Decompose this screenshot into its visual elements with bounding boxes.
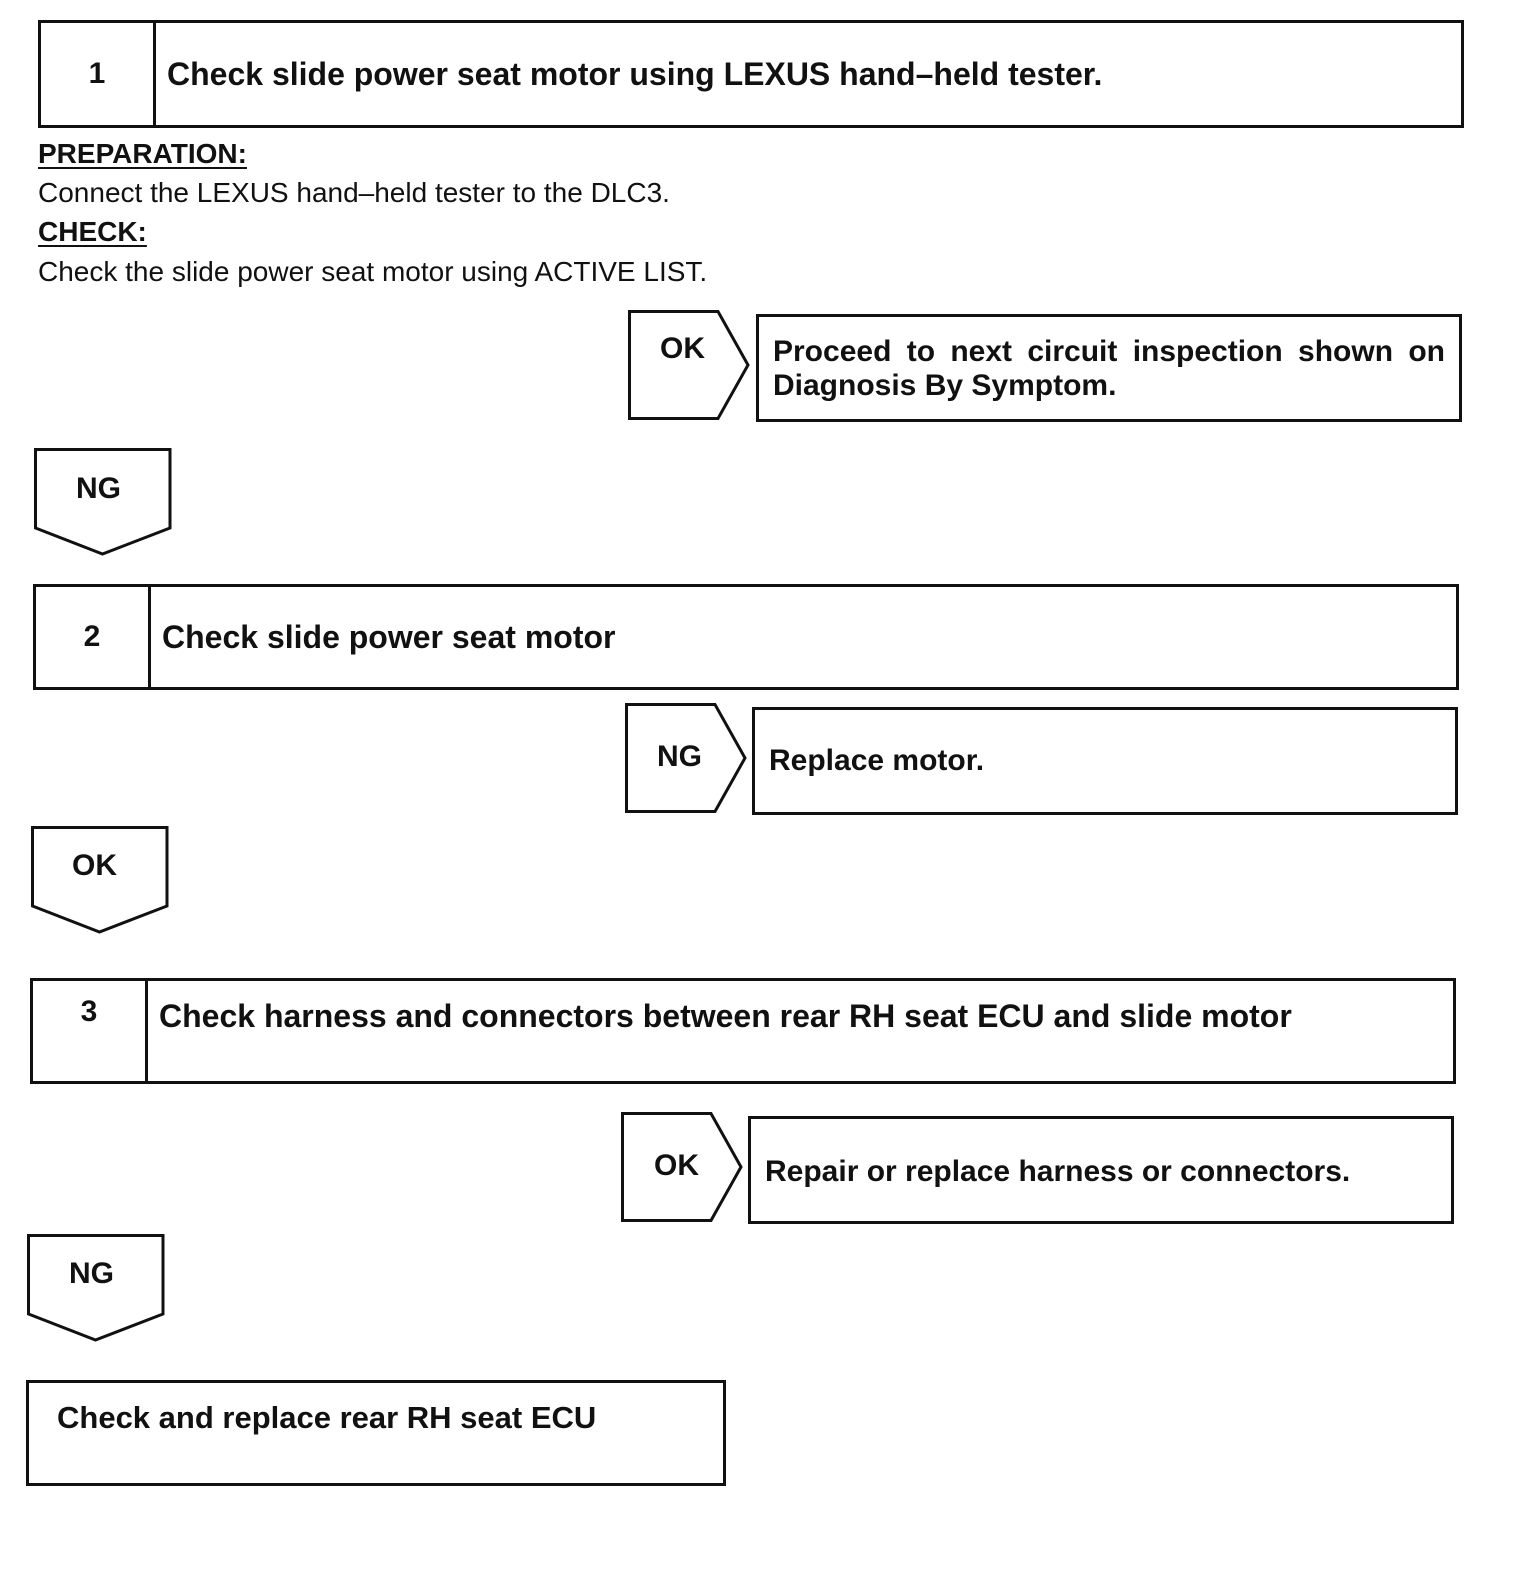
check-label: CHECK:	[38, 216, 147, 247]
step-1-title: Check slide power seat motor using LEXUS hand–held tester.	[167, 56, 1103, 92]
result-text-2: Replace motor.	[769, 744, 985, 777]
result-box-2	[752, 707, 1458, 815]
step-3-title: Check harness and connectors between rear RH seat ECU and slide motor	[159, 998, 1292, 1034]
final-step-box	[26, 1380, 726, 1486]
final-step-text: Check and replace rear RH seat ECU	[57, 1400, 597, 1435]
step-1-box	[38, 20, 1464, 128]
preparation-text: Connect the LEXUS hand–held tester to the DLC3.	[38, 177, 670, 208]
result-box-1	[756, 314, 1462, 422]
ok-down-tag-2: OK	[72, 849, 117, 882]
ng-tag-2: NG	[657, 740, 702, 773]
step-2-title: Check slide power seat motor	[162, 619, 616, 655]
step-1-number: 1	[41, 23, 156, 125]
step-3-number: 3	[33, 981, 148, 1081]
step-3-box	[30, 978, 1456, 1084]
preparation-label: PREPARATION:	[38, 138, 247, 169]
ok-tag-1: OK	[660, 332, 705, 365]
result-text-3: Repair or replace harness or connectors.	[765, 1155, 1351, 1188]
step-2-number: 2	[36, 587, 151, 687]
step-2-box	[33, 584, 1459, 690]
result-text-1: Proceed to next circuit inspection shown on Diagnosis By Symptom.	[773, 335, 1445, 402]
ok-tag-3: OK	[654, 1149, 699, 1182]
result-box-3	[748, 1116, 1454, 1224]
check-text: Check the slide power seat motor using ACTIVE LIST.	[38, 256, 708, 287]
ng-down-tag-3: NG	[69, 1257, 114, 1290]
ng-down-tag-1: NG	[76, 472, 121, 505]
